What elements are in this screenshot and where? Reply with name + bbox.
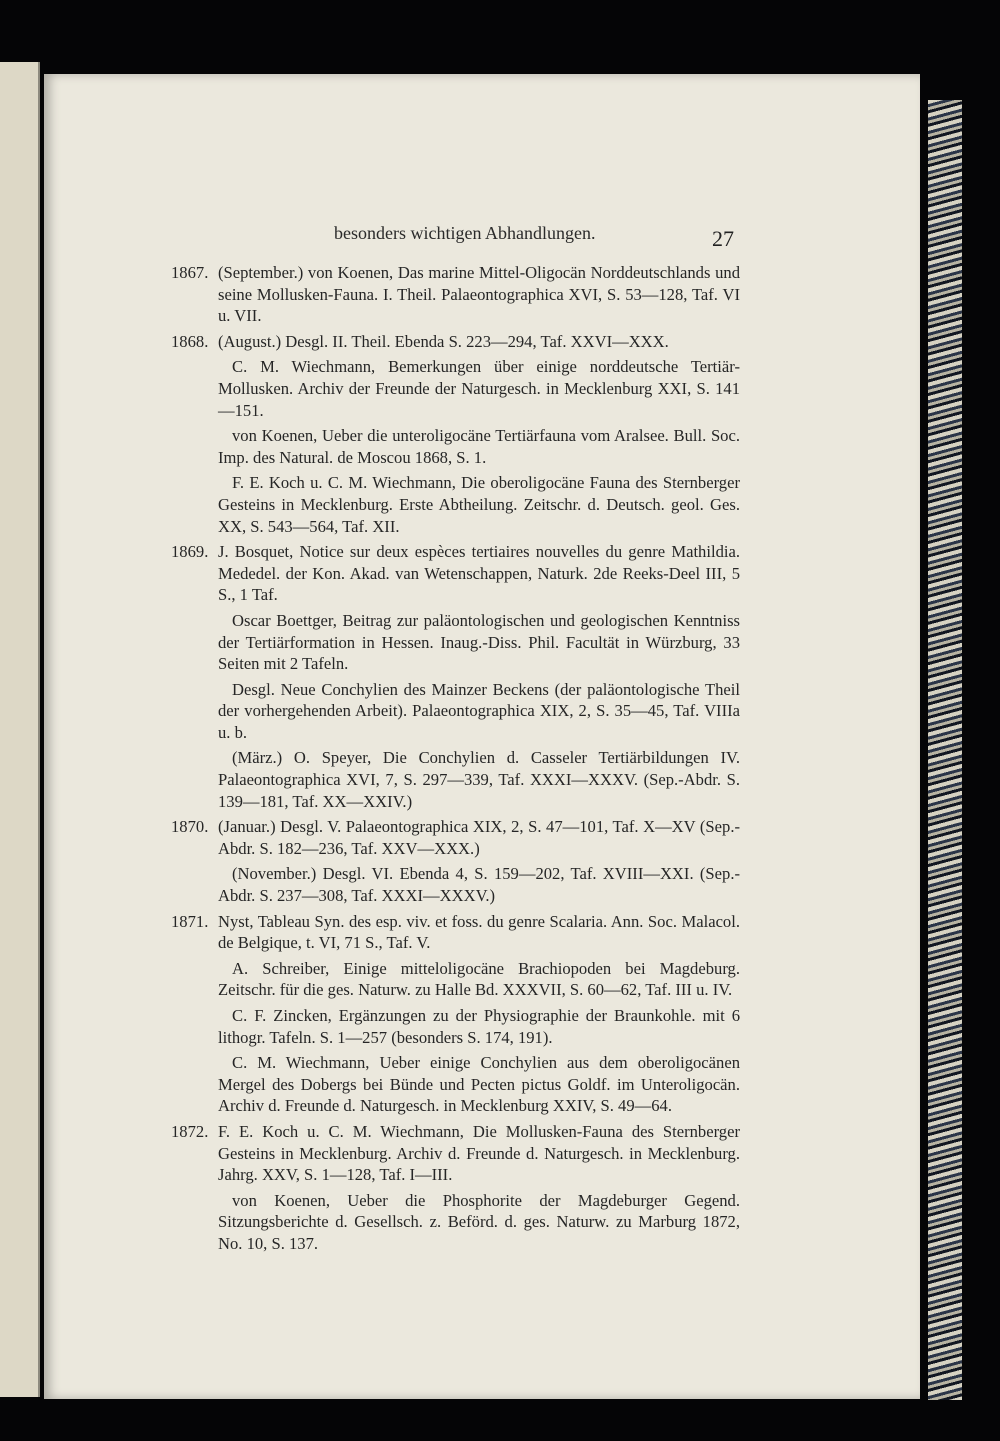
entry-text: C. F. Zincken, Ergänzungen zu der Physiographie der Braunkohle. mit 6 lithogr. Tafeln. S. 1—257 (besonders S. 174, 191). (218, 1006, 740, 1047)
entry-text: F. E. Koch u. C. M. Wiechmann, Die Mollusken-Fauna des Sternberger Gesteins in Mecklenburg. Archiv d. Freunde d. Naturgesch. in Mecklenburg. Jahrg. XXV, S. 1—128, Taf. I—III. (218, 1121, 740, 1185)
running-header: besonders wichtigen Abhandlungen. (334, 223, 596, 243)
entry (171, 679, 740, 744)
entry-year: 1872. (171, 1121, 209, 1141)
entry-year: 1867. (171, 263, 209, 282)
entry-text: C. M. Wiechmann, Bemerkungen über einige norddeutsche Tertiär-Mollusken. Archiv der Freunde der Naturgesch. in Mecklenburg XXI, S. 141—151. (218, 357, 740, 420)
entry-1872 (171, 1121, 740, 1186)
book-edge (928, 100, 962, 1400)
entry-text: (Januar.) Desgl. V. Palaeontographica XIX, 2, S. 47—101, Taf. X—XV (Sep.-Abdr. S. 182—236, Taf. XXV—XXX.) (218, 817, 740, 858)
entry-text: (September.) von Koenen, Das marine Mittel-Oligocän Norddeutschlands und seine Mollusken-Fauna. I. Theil. Palaeontographica XVI, S. 53—128, Taf. VI u. VII. (218, 263, 740, 326)
entry (171, 1190, 740, 1255)
entry-text: (August.) Desgl. II. Theil. Ebenda S. 223—294, Taf. XXVI—XXX. (218, 331, 669, 351)
entry (171, 1005, 740, 1048)
entry-text: J. Bosquet, Notice sur deux espèces tertiaires nouvelles du genre Mathildia. Mededel. der Kon. Akad. van Wetenschappen, Naturk. 2de Reeks-Deel III, 5 S., 1 Taf. (218, 542, 740, 605)
entry-text: A. Schreiber, Einige mitteloligocäne Brachiopoden bei Magdeburg. Zeitschr. für die ges. Naturw. zu Halle Bd. XXXVII, S. 60—62, Taf. III u. IV. (218, 958, 740, 1000)
entry-1871 (171, 911, 740, 954)
entry-text: (März.) O. Speyer, Die Conchylien d. Casseler Tertiärbildungen IV. Palaeontographica XVI, 7, S. 297—339, Taf. XXXI—XXXV. (Sep.-Abdr. S. 139—181, Taf. XX—XXIV.) (218, 748, 740, 811)
entry-1869 (171, 541, 740, 606)
entry-1867 (171, 262, 740, 327)
entry-year: 1869. (171, 542, 209, 562)
entry (171, 425, 740, 468)
page-number: 27 (712, 226, 734, 251)
entry (171, 958, 740, 1001)
entry-text: Desgl. Neue Conchylien des Mainzer Beckens (der paläontologische Theil der vorhergehenden Arbeit). Palaeontographica XIX, 2, S. 35—45, Taf. VIIIa u. b. (218, 679, 740, 742)
entry-year: 1870. (171, 817, 209, 837)
entry (171, 356, 740, 421)
entry-1868 (171, 331, 740, 353)
entry-year: 1871. (171, 911, 209, 931)
entry-text: von Koenen, Ueber die Phosphorite der Magdeburger Gegend. Sitzungsberichte d. Gesellsch. z. Beförd. d. ges. Naturw. zu Marburg 1872, No. 10, S. 137. (218, 1190, 740, 1253)
bibliography-list (171, 262, 740, 1259)
entry-text: Nyst, Tableau Syn. des esp. viv. et foss. du genre Scalaria. Ann. Soc. Malacol. de Belgique, t. VI, 71 S., Taf. V. (218, 911, 740, 953)
entry (171, 863, 740, 906)
entry-text: Oscar Boettger, Beitrag zur paläontologischen und geologischen Kenntniss der Tertiärformation in Hessen. Inaug.-Diss. Phil. Facultät in Würzburg, 33 Seiten mit 2 Tafeln. (218, 610, 740, 674)
entry (171, 472, 740, 537)
left-page-edge (0, 62, 40, 1397)
entry-text: (November.) Desgl. VI. Ebenda 4, S. 159—202, Taf. XVIII—XXI. (Sep.-Abdr. S. 237—308, Taf. XXXI—XXXV.) (218, 864, 740, 906)
entry (171, 1052, 740, 1117)
entry-year: 1868. (171, 331, 209, 351)
entry (171, 747, 740, 812)
entry-text: C. M. Wiechmann, Ueber einige Conchylien aus dem oberoligocänen Mergel des Dobergs bei Bünde und Pecten pictus Goldf. im Unteroligocän. Archiv d. Freunde d. Naturgesch. in Mecklenburg XXIV, S. 49—64. (218, 1053, 740, 1116)
entry-text: F. E. Koch u. C. M. Wiechmann, Die oberoligocäne Fauna des Sternberger Gesteins in Mecklenburg. Erste Abtheilung. Zeitschr. d. Deutsch. geol. Ges. XX, S. 543—564, Taf. XII. (218, 473, 740, 536)
entry-text: von Koenen, Ueber die unteroligocäne Tertiärfauna vom Aralsee. Bull. Soc. Imp. des Natural. de Moscou 1868, S. 1. (218, 426, 740, 467)
entry-1870 (171, 816, 740, 859)
entry (171, 610, 740, 675)
